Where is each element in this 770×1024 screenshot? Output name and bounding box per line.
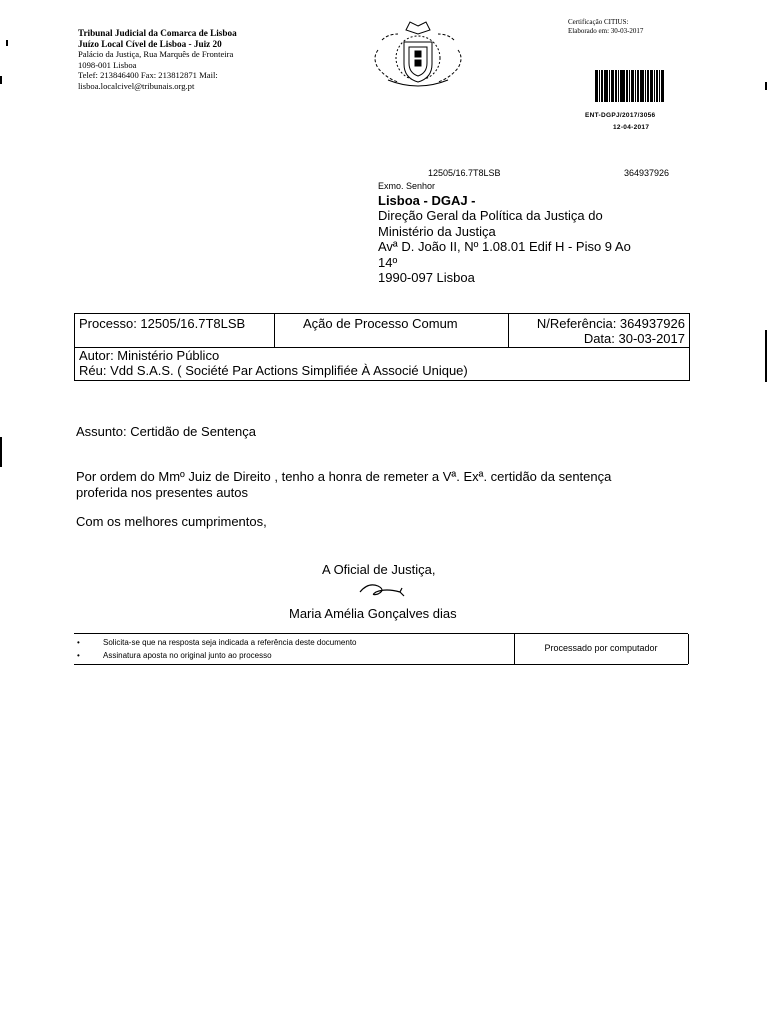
footer-processed: Processado por computador — [544, 643, 658, 653]
barcode-bar — [618, 70, 619, 102]
recipient-line4: 14º — [378, 254, 398, 270]
barcode-bar — [656, 70, 658, 102]
scan-mark — [0, 437, 2, 467]
certification-label: Certificação CITIUS: — [568, 18, 629, 26]
scan-mark — [6, 40, 8, 46]
subject-line: Assunto: Certidão de Sentença — [76, 424, 256, 439]
stamp-date: 12-04-2017 — [613, 124, 650, 131]
court-email: lisboa.localcivel@tribunais.org.pt — [78, 80, 195, 91]
barcode-bar — [620, 70, 625, 102]
bullet-icon: • — [77, 638, 80, 647]
recipient-address — [378, 181, 631, 286]
bullet-icon: • — [77, 651, 80, 660]
stamp-number: ENT-DGPJ/2017/3056 — [585, 112, 656, 119]
barcode-bar — [609, 70, 610, 102]
process-divider — [274, 314, 275, 347]
signer-title: A Oficial de Justiça, — [322, 562, 436, 577]
recipient-salutation: Exmo. Senhor — [378, 181, 436, 191]
scan-mark — [765, 82, 767, 90]
paragraph-line1: Por ordem do Mmº Juiz de Direito , tenho a honra de remeter a Vª. Exª. certidão da sentença — [76, 469, 612, 484]
process-info-box — [74, 313, 690, 381]
barcode-bar — [611, 70, 614, 102]
process-defendant: Réu: Vdd S.A.S. ( Société Par Actions Simplifiée À Associé Unique) — [79, 363, 468, 378]
portugal-coat-of-arms-icon — [368, 20, 468, 92]
scan-mark — [765, 330, 767, 382]
barcode-icon — [595, 70, 677, 102]
scan-mark — [0, 76, 2, 84]
court-phone: Telef: 213846400 Fax: 213812871 Mail: — [78, 70, 218, 80]
court-address: Palácio da Justiça, Rua Marquês de Fronteira — [78, 49, 234, 59]
footer-note-text: Solicita-se que na resposta seja indicada a referência deste documento — [103, 638, 357, 647]
court-division: Juízo Local Cível de Lisboa - Juiz 20 — [78, 38, 222, 49]
footer-divider — [688, 634, 689, 664]
paragraph-line2: proferida nos presentes autos — [76, 485, 248, 500]
footer-notes — [74, 633, 688, 665]
process-divider — [508, 314, 509, 347]
certification-note — [568, 18, 643, 36]
barcode-bar — [637, 70, 639, 102]
process-number: Processo: 12505/16.7T8LSB — [79, 316, 246, 331]
court-name: Tribunal Judicial da Comarca de Lisboa — [78, 28, 237, 38]
barcode-bar — [659, 70, 660, 102]
certification-date: Elaborado em: 30-03-2017 — [568, 27, 644, 35]
barcode-bar — [635, 70, 636, 102]
barcode-bar — [661, 70, 664, 102]
recipient-line5: 1990-097 Lisboa — [378, 270, 475, 285]
barcode-bar — [647, 70, 649, 102]
barcode-bar — [626, 70, 628, 102]
signer-name: Maria Amélia Gonçalves dias — [289, 606, 457, 621]
barcode-bar — [599, 70, 600, 102]
barcode-bar — [640, 70, 644, 102]
reference-line — [428, 168, 683, 178]
footer-note — [74, 649, 357, 662]
process-reference: N/Referência: 364937926 — [536, 316, 685, 331]
barcode-bar — [650, 70, 653, 102]
barcode-bar — [631, 70, 634, 102]
letter-paragraph — [76, 469, 611, 501]
parties — [79, 348, 468, 378]
process-action: Ação de Processo Comum — [303, 316, 458, 331]
process-reference-cell — [537, 316, 685, 346]
barcode-bar — [645, 70, 646, 102]
court-header — [78, 28, 237, 91]
recipient-line3: Avª D. João II, Nº 1.08.01 Edif H - Piso 9 Ao — [378, 239, 631, 254]
recipient-line1: Direção Geral da Política da Justiça do — [378, 208, 603, 223]
barcode-bar — [654, 70, 655, 102]
barcode-bar — [604, 70, 608, 102]
barcode-bar — [601, 70, 603, 102]
reference-process: 12505/16.7T8LSB — [428, 168, 501, 178]
signature-icon — [356, 578, 412, 600]
reference-number: 364937926 — [624, 168, 670, 178]
court-postcode: 1098-001 Lisboa — [78, 59, 137, 70]
barcode-bar — [595, 70, 598, 102]
process-date: Data: 30-03-2017 — [583, 331, 685, 346]
recipient-name: Lisboa - DGAJ - — [378, 193, 476, 208]
barcode-bar — [629, 70, 630, 102]
footer-notes-list — [74, 636, 357, 662]
process-author: Autor: Ministério Público — [79, 348, 220, 363]
barcode-bar — [615, 70, 617, 102]
entry-stamp — [585, 110, 655, 134]
recipient-line2: Ministério da Justiça — [378, 223, 496, 239]
closing-line: Com os melhores cumprimentos, — [76, 514, 267, 529]
footer-note — [74, 636, 357, 649]
footer-note-text: Assinatura aposta no original junto ao processo — [103, 651, 272, 660]
process-info-row — [75, 314, 689, 348]
